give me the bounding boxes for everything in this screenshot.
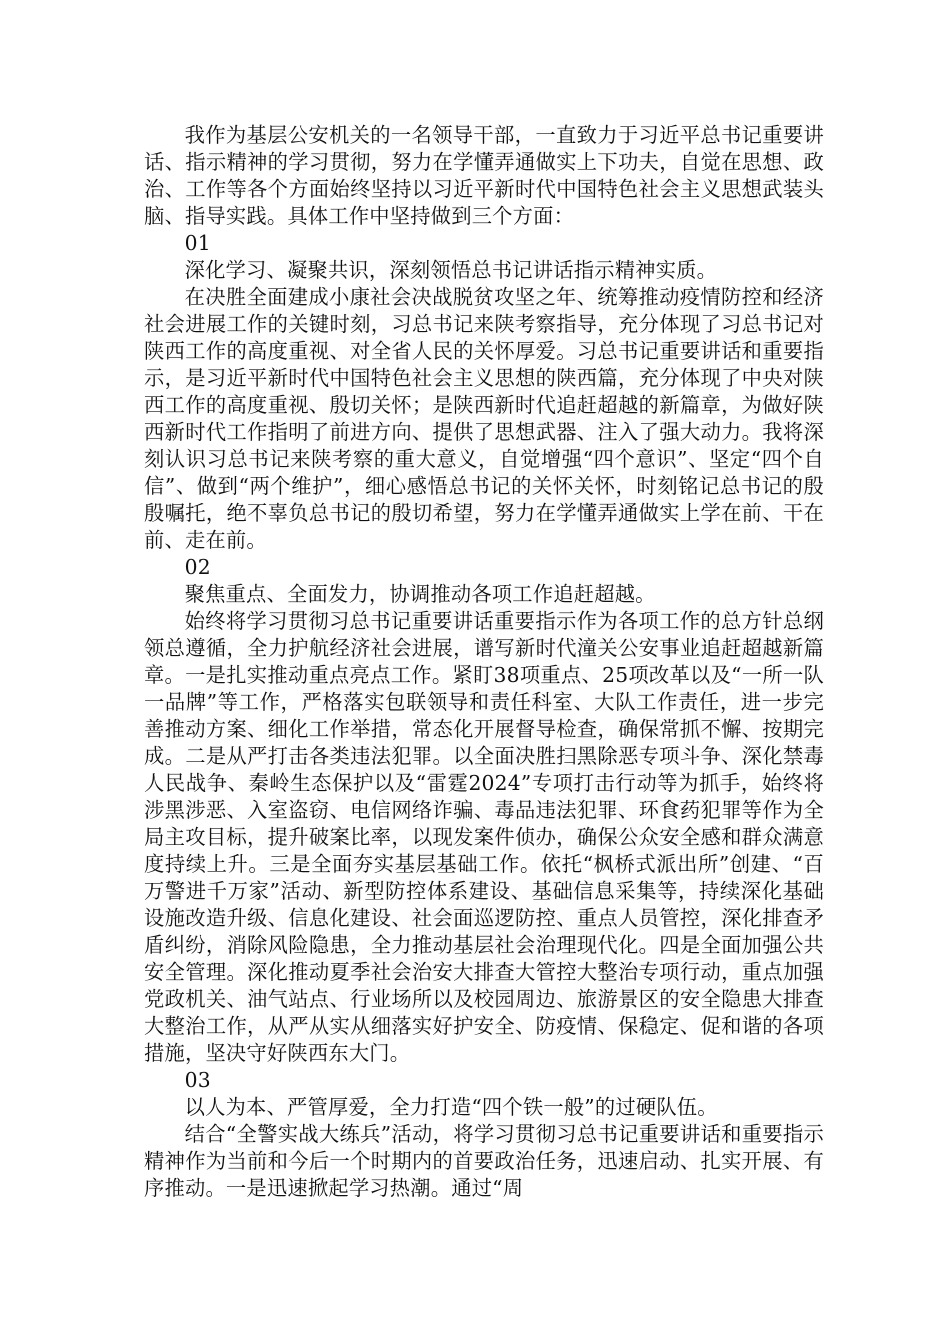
section-heading-03: 以人为本、严管厚爱，全力打造“四个铁一般”的过硬队伍。	[184, 1095, 718, 1119]
intro-paragraph: 我作为基层公安机关的一名领导干部，一直致力于习近平总书记重要讲话、指示精神的学习贯彻，努力在学懂弄通做实上下功夫，自觉在思想、政治、工作等各个方面始终坚持以习近平新时代中国特色社会主义思想武装头脑、指导实践。具体工作中坚持做到三个方面：	[144, 123, 824, 228]
section-body-02: 始终将学习贯彻习总书记重要讲话重要指示作为各项工作的总方针总纲领总遵循，全力护航经济社会进展，谱写新时代潼关公安事业追赶超越新篇章。一是扎实推动重点亮点工作。紧盯38项重点、25项改革以及“一所一队一品牌”等工作，严格落实包联领导和责任科室、大队工作责任，进一步完善推动方案、细化工作举措，常态化开展督导检查，确保常抓不懈、按期完成。二是从严打击各类违法犯罪。以全面决胜扫黑除恶专项斗争、深化禁毒人民战争、秦岭生态保护以及“雷霆2024”专项打击行动等为抓手，始终将涉黑涉恶、入室盗窃、电信网络诈骗、毒品违法犯罪、环食药犯罪等作为全局主攻目标，提升破案比率，以现发案件侦办，确保公众安全感和群众满意度持续上升。三是全面夯实基层基础工作。依托“枫桥式派出所”创建、“百万警进千万家”活动、新型防控体系建设、基础信息采集等，持续深化基础设施改造升级、信息化建设、社会面巡逻防控、重点人员管控，深化排查矛盾纠纷，消除风险隐患，全力推动基层社会治理现代化。四是全面加强公共安全管理。深化推动夏季社会治安大排查大管控大整治专项行动，重点加强党政机关、油气站点、行业场所以及校园周边、旅游景区的安全隐患大排查大整治工作，从严从实从细落实好护安全、防疫情、保稳定、促和谐的各项措施，坚决守好陕西东大门。	[144, 609, 824, 1065]
section-number-03: 03	[184, 1068, 211, 1092]
section-body-03: 结合“全警实战大练兵”活动，将学习贯彻习总书记重要讲话和重要指示精神作为当前和今后一个时期内的首要政治任务，迅速启动、扎实开展、有序推动。一是迅速掀起学习热潮。通过“周	[144, 1122, 824, 1200]
section-number-01: 01	[184, 231, 211, 255]
section-number-02: 02	[184, 555, 211, 579]
section-heading-01: 深化学习、凝聚共识，深刻领悟总书记讲话指示精神实质。	[184, 258, 718, 282]
section-heading-02: 聚焦重点、全面发力，协调推动各项工作追赶超越。	[184, 582, 656, 606]
section-body-01: 在决胜全面建成小康社会决战脱贫攻坚之年、统筹推动疫情防控和经济社会进展工作的关键时刻，习总书记来陕考察指导，充分体现了习总书记对陕西工作的高度重视、对全省人民的关怀厚爱。习总书记重要讲话和重要指示，是习近平新时代中国特色社会主义思想的陕西篇，充分体现了中央对陕西工作的高度重视、殷切关怀；是陕西新时代追赶超越的新篇章，为做好陕西新时代工作指明了前进方向、提供了思想武器、注入了强大动力。我将深刻认识习总书记来陕考察的重大意义，自觉增强“四个意识”、坚定“四个自信”、做到“两个维护”，细心感悟总书记的关怀关怀，时刻铭记总书记的殷殷嘱托，绝不辜负总书记的殷切希望，努力在学懂弄通做实上学在前、干在前、走在前。	[144, 285, 824, 552]
document-body	[144, 122, 824, 1202]
